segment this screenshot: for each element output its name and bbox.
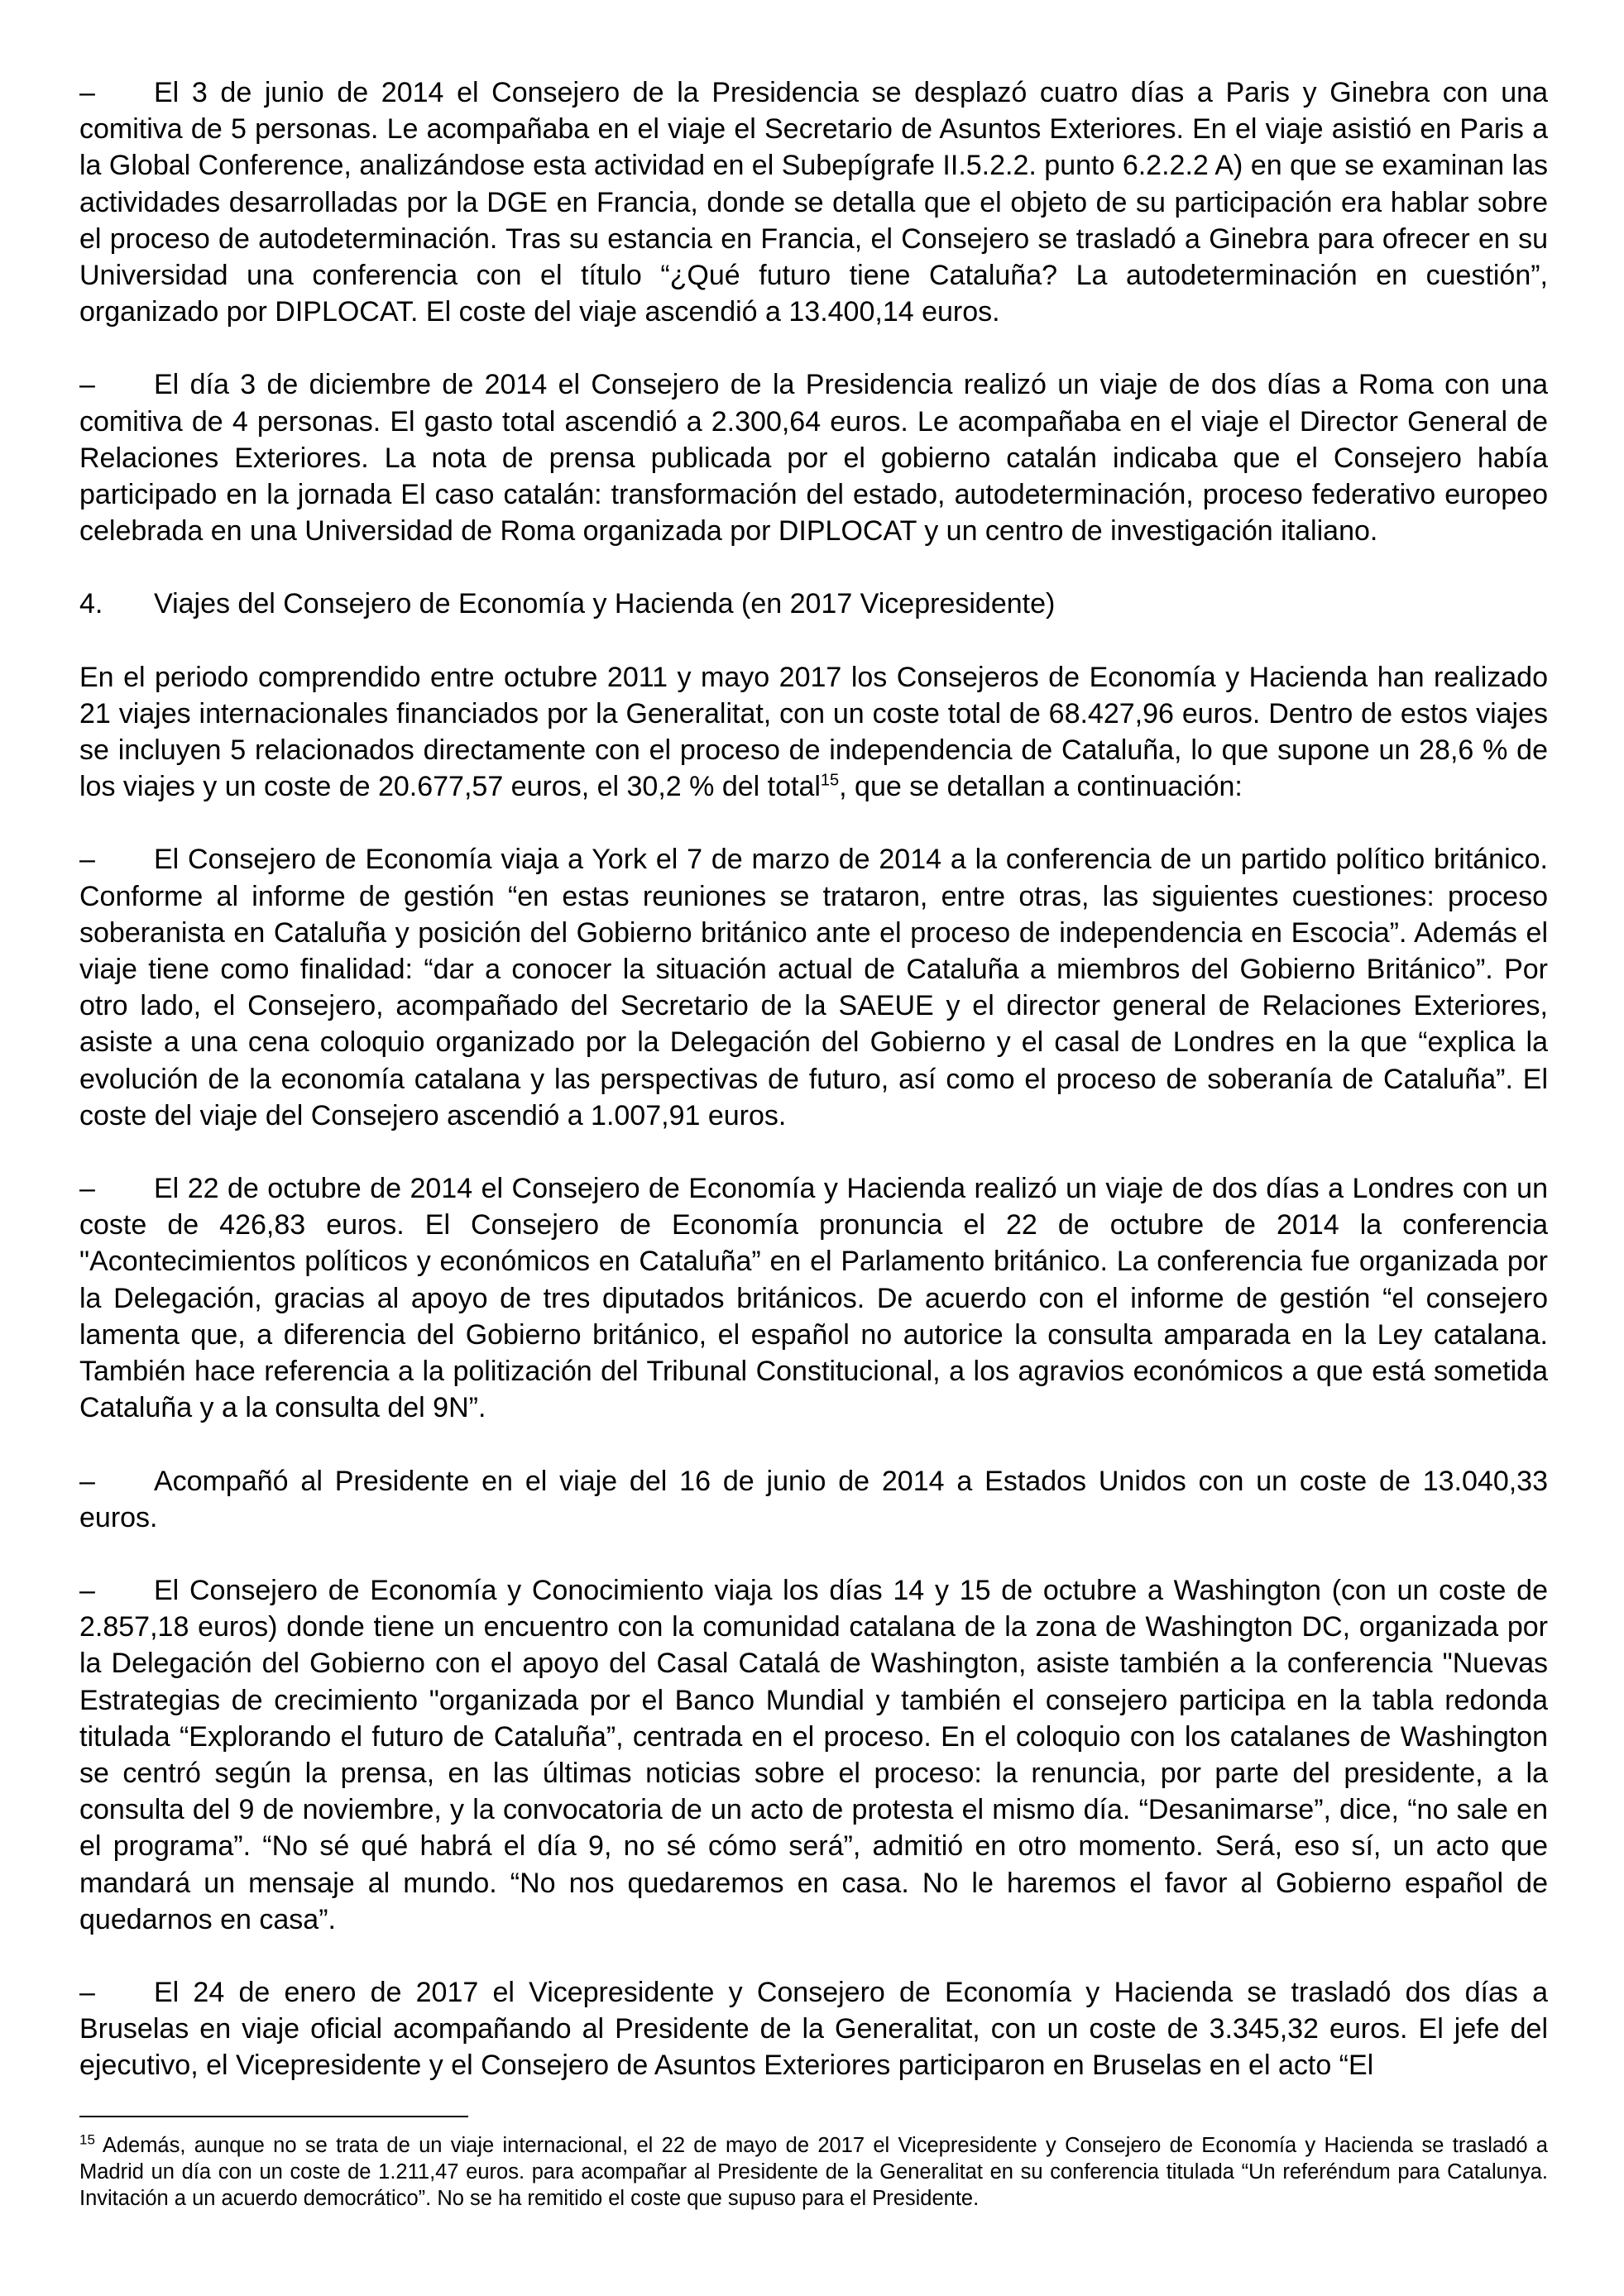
- dash-bullet: –: [79, 77, 95, 108]
- paragraph-text: En el periodo comprendido entre octubre 2011 y mayo 2017 los Consejeros de Economía y Hacienda han realizado 21 viajes internacionales financiados por la Generalitat, con un coste total de 68.427,96 euros. Dentro de estos viajes se incluyen 5 relacionados directamente con el proceso de independencia de Cataluña, lo que supone un 28,6 % de los viajes y un coste de 20.677,57 euros, el 30,2 % del total: [79, 661, 1548, 803]
- section-heading: [79, 586, 1548, 622]
- section-number: 4.: [79, 588, 103, 620]
- paragraph-text: El 22 de octubre de 2014 el Consejero de Economía y Hacienda realizó un viaje de dos días a Londres con un coste de 426,83 euros. El Consejero de Economía pronuncia el 22 de octubre de 2014 la conferencia "Acontecimientos políticos y económicos en Cataluña” en el Parlamento británico. La conferencia fue organizada por la Delegación, gracias al apoyo de tres diputados británicos. De acuerdo con el informe de gestión “el consejero lamenta que, a diferencia del Gobierno británico, el español no autorice la consulta amparada en la Ley catalana. También hace referencia a la politización del Tribunal Constitucional, a los agravios económicos a que está sometida Cataluña y a la consulta del 9N”.: [79, 1173, 1548, 1424]
- dash-bullet: –: [79, 1465, 95, 1497]
- paragraph-text: El Consejero de Economía viaja a York el 7 de marzo de 2014 a la conferencia de un partido político británico. Conforme al informe de gestión “en estas reuniones se trataron, entre otras, las siguientes cuestiones: proceso soberanista en Cataluña y posición del Gobierno británico ante el proceso de independencia en Escocia”. Además el viaje tiene como finalidad: “dar a conocer la situación actual de Cataluña a miembros del Gobierno Británico”. Por otro lado, el Consejero, acompañado del Secretario de la SAEUE y el director general de Relaciones Exteriores, asiste a una cena coloquio organizado por la Delegación del Gobierno y el casal de Londres en la que “explica la evolución de la economía catalana y las perspectivas de futuro, así como el proceso de soberanía de Cataluña”. El coste del viaje del Consejero ascendió a 1.007,91 euros.: [79, 844, 1548, 1131]
- footnote-number: 15: [79, 2131, 95, 2148]
- footnote-separator: [79, 2116, 468, 2117]
- dash-bullet: –: [79, 369, 95, 401]
- footnote-text: Además, aunque no se trata de un viaje internacional, el 22 de mayo de 2017 el Vicepresidente y Consejero de Economía y Hacienda se trasladó a Madrid un día con un coste de 1.211,47 euros. para acompañar al Presidente de la Generalitat en su conferencia titulada “Un referéndum para Catalunya. Invitación a un acuerdo democrático”. No se ha remitido el coste que supuso para el Presidente.: [79, 2134, 1548, 2210]
- bullet-paragraph-york: [79, 841, 1548, 1134]
- footnote: [79, 2132, 1548, 2212]
- summary-paragraph: [79, 659, 1548, 806]
- dash-bullet: –: [79, 1574, 95, 1606]
- paragraph-text: El 24 de enero de 2017 el Vicepresidente y Consejero de Economía y Hacienda se trasladó dos días a Bruselas en viaje oficial acompañando al Presidente de la Generalitat, con un coste de 3.345,32 euros. El jefe del ejecutivo, el Vicepresidente y el Consejero de Asuntos Exteriores participaron en Bruselas en el acto “El: [79, 1976, 1548, 2082]
- document-body: [79, 74, 1548, 2121]
- dash-bullet: –: [79, 1976, 95, 2008]
- paragraph-text-continued: , que se detallan a continuación:: [839, 771, 1243, 803]
- paragraph-text: Acompañó al Presidente en el viaje del 16 de junio de 2014 a Estados Unidos con un coste de 13.040,33 euros.: [79, 1465, 1548, 1533]
- bullet-paragraph-roma: [79, 366, 1548, 549]
- bullet-paragraph-paris-ginebra: [79, 74, 1548, 330]
- paragraph-text: El 3 de junio de 2014 el Consejero de la Presidencia se desplazó cuatro días a Paris y Ginebra con una comitiva de 5 personas. Le acompañaba en el viaje el Secretario de Asuntos Exteriores. En el viaje asistió en Paris a la Global Conference, analizándose esta actividad en el Subepígrafe II.5.2.2. punto 6.2.2.2 A) en que se examinan las actividades desarrolladas por la DGE en Francia, donde se detalla que el objeto de su participación era hablar sobre el proceso de autodeterminación. Tras su estancia en Francia, el Consejero se trasladó a Ginebra para ofrecer en su Universidad una conferencia con el título “¿Qué futuro tiene Cataluña? La autodeterminación en cuestión”, organizado por DIPLOCAT. El coste del viaje ascendió a 13.400,14 euros.: [79, 77, 1548, 328]
- section-title: Viajes del Consejero de Economía y Hacienda (en 2017 Vicepresidente): [154, 588, 1056, 620]
- dash-bullet: –: [79, 844, 95, 876]
- footnote-reference[interactable]: 15: [820, 771, 840, 790]
- dash-bullet: –: [79, 1173, 95, 1205]
- bullet-paragraph-londres: [79, 1170, 1548, 1426]
- paragraph-text: El Consejero de Economía y Conocimiento viaja los días 14 y 15 de octubre a Washington (con un coste de 2.857,18 euros) donde tiene un encuentro con la comunidad catalana de la zona de Washington DC, organizada por la Delegación del Gobierno con el apoyo del Casal Catalá de Washington, asiste también a la conferencia "Nuevas Estrategias de crecimiento "organizada por el Banco Mundial y también el consejero participa en la tabla redonda titulada “Explorando el futuro de Cataluña”, centrada en el proceso. En el coloquio con los catalanes de Washington se centró según la prensa, en las últimas noticias sobre el proceso: la renuncia, por parte del presidente, a la consulta del 9 de noviembre, y la convocatoria de un acto de protesta el mismo día. “Desanimarse”, dice, “no sale en el programa”. “No sé qué habrá el día 9, no sé cómo será”, admitió en otro momento. Será, eso sí, un acto que mandará un mensaje al mundo. “No nos quedaremos en casa. No le haremos el favor al Gobierno español de quedarnos en casa”.: [79, 1574, 1548, 1935]
- paragraph-text: El día 3 de diciembre de 2014 el Consejero de la Presidencia realizó un viaje de dos días a Roma con una comitiva de 4 personas. El gasto total ascendió a 2.300,64 euros. Le acompañaba en el viaje el Director General de Relaciones Exteriores. La nota de prensa publicada por el gobierno catalán indicaba que el Consejero había participado en la jornada El caso catalán: transformación del estado, autodeterminación, proceso federativo europeo celebrada en una Universidad de Roma organizada por DIPLOCAT y un centro de investigación italiano.: [79, 369, 1548, 548]
- bullet-paragraph-bruselas: [79, 1974, 1548, 2084]
- bullet-paragraph-washington: [79, 1572, 1548, 1938]
- bullet-paragraph-estados-unidos: [79, 1463, 1548, 1536]
